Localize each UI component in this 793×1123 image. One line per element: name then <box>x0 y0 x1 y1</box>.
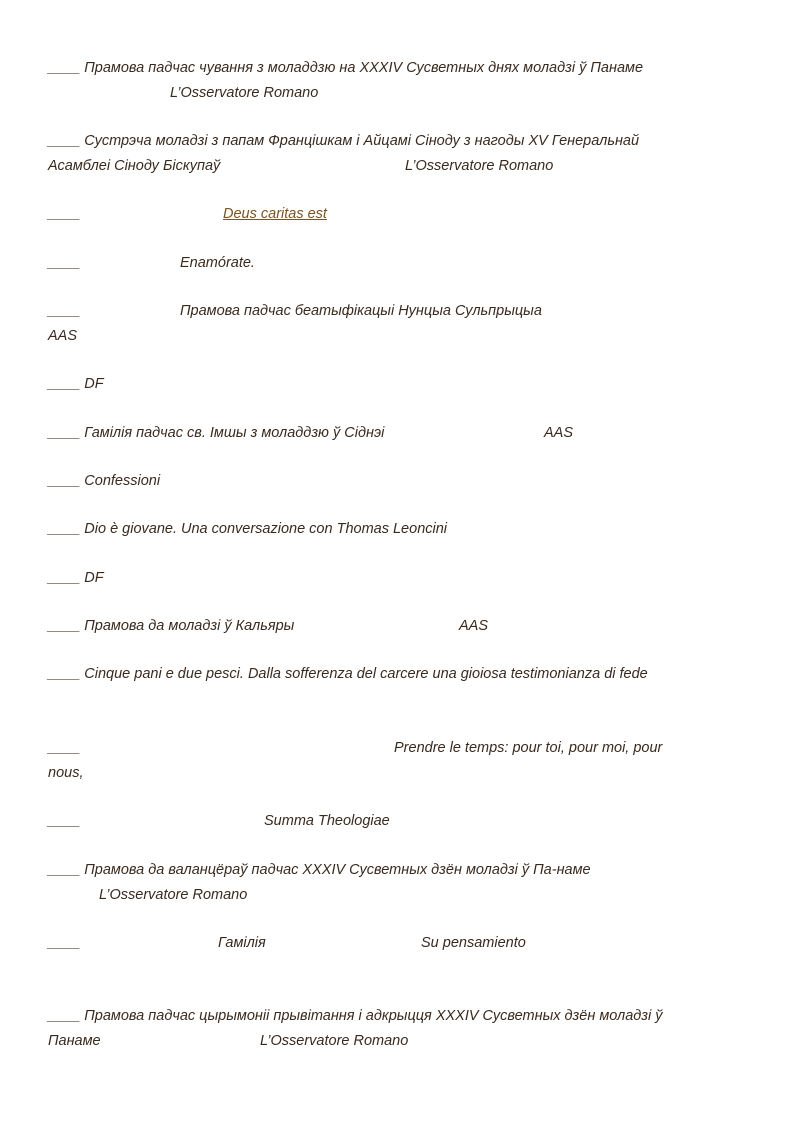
footnote-line <box>48 132 639 150</box>
footnote-line <box>48 59 643 77</box>
source-label: AAS <box>544 425 574 441</box>
blank: ____ <box>48 60 81 76</box>
citation-text: Прамова падчас беатыфікацыі Нунцыа Сульпрыцыа <box>180 303 542 319</box>
footnote-line <box>48 861 591 879</box>
blank: ____ <box>48 935 81 951</box>
citation-text: Прамова падчас чування з моладдзю на XXXIV Сусветных днях моладзі ў Панаме <box>84 60 644 76</box>
citation-text: Prendre le temps: pour toi, pour moi, pour <box>394 740 663 756</box>
footnote-line <box>48 375 104 393</box>
footnote-line <box>48 424 384 442</box>
source-label: AAS <box>459 618 489 634</box>
blank: ____ <box>48 303 81 319</box>
footnote-line <box>48 520 447 538</box>
blank: ____ <box>48 618 81 634</box>
source-label: L’Osservatore Romano <box>260 1033 409 1049</box>
blank: ____ <box>48 521 81 537</box>
citation-text: Cinque pani e due pesci. Dalla sofferenza del carcere una gioiosa testimonianza di fede <box>84 666 648 682</box>
citation-text: Сустрэча моладзі з папам Францішкам і Айцамі Сіноду з нагоды XV Генеральнай <box>84 133 640 149</box>
citation-text-continued: nous, <box>48 765 84 781</box>
source-label: AAS <box>48 328 78 344</box>
citation-text: Прамова да моладзі ў Кальяры <box>84 618 295 634</box>
citation-text: Прамова да валанцёраў падчас XXXIV Сусветных дзён моладзі ў Па-наме <box>84 862 591 878</box>
blank: ____ <box>48 133 81 149</box>
citation-text-continued: Асамблеі Сіноду Біскупаў <box>48 158 221 174</box>
citation-text: Прамова падчас цырымоніі прывітання і адкрыцця XXXIV Сусветных дзён моладзі ў <box>84 1008 663 1024</box>
blank: ____ <box>48 376 81 392</box>
citation-text-continued: Панаме <box>48 1033 101 1049</box>
blank: ____ <box>48 255 81 271</box>
citation-text: Confessioni <box>84 473 161 489</box>
footnote-line <box>48 1007 663 1025</box>
source-label: L’Osservatore Romano <box>170 85 319 101</box>
blank: ____ <box>48 1008 81 1024</box>
citation-text: Summa Theologiae <box>264 813 390 829</box>
footnote-line <box>48 617 294 635</box>
blank: ____ <box>48 666 81 682</box>
blank: ____ <box>48 813 81 829</box>
citation-text: Dio è giovane. Una conversazione con Thomas Leoncini <box>84 521 448 537</box>
citation-text: DF <box>84 570 104 586</box>
citation-text: Enamórate. <box>180 255 255 271</box>
blank: ____ <box>48 740 81 756</box>
citation-link[interactable]: Deus caritas est <box>223 206 327 222</box>
footnote-line <box>48 569 104 587</box>
citation-text-secondary: Su pensamiento <box>421 935 526 951</box>
citation-text: DF <box>84 376 104 392</box>
blank: ____ <box>48 570 81 586</box>
source-label: L’Osservatore Romano <box>99 887 248 903</box>
blank: ____ <box>48 473 81 489</box>
citation-text: Гамілія падчас св. Імшы з моладдзю ў Сіднэі <box>84 425 385 441</box>
footnote-line <box>48 665 648 683</box>
source-label: L’Osservatore Romano <box>405 158 554 174</box>
citation-text: Гамілія <box>218 935 266 951</box>
blank: ____ <box>48 206 81 222</box>
blank: ____ <box>48 425 81 441</box>
footnote-line <box>48 472 160 490</box>
blank: ____ <box>48 862 81 878</box>
